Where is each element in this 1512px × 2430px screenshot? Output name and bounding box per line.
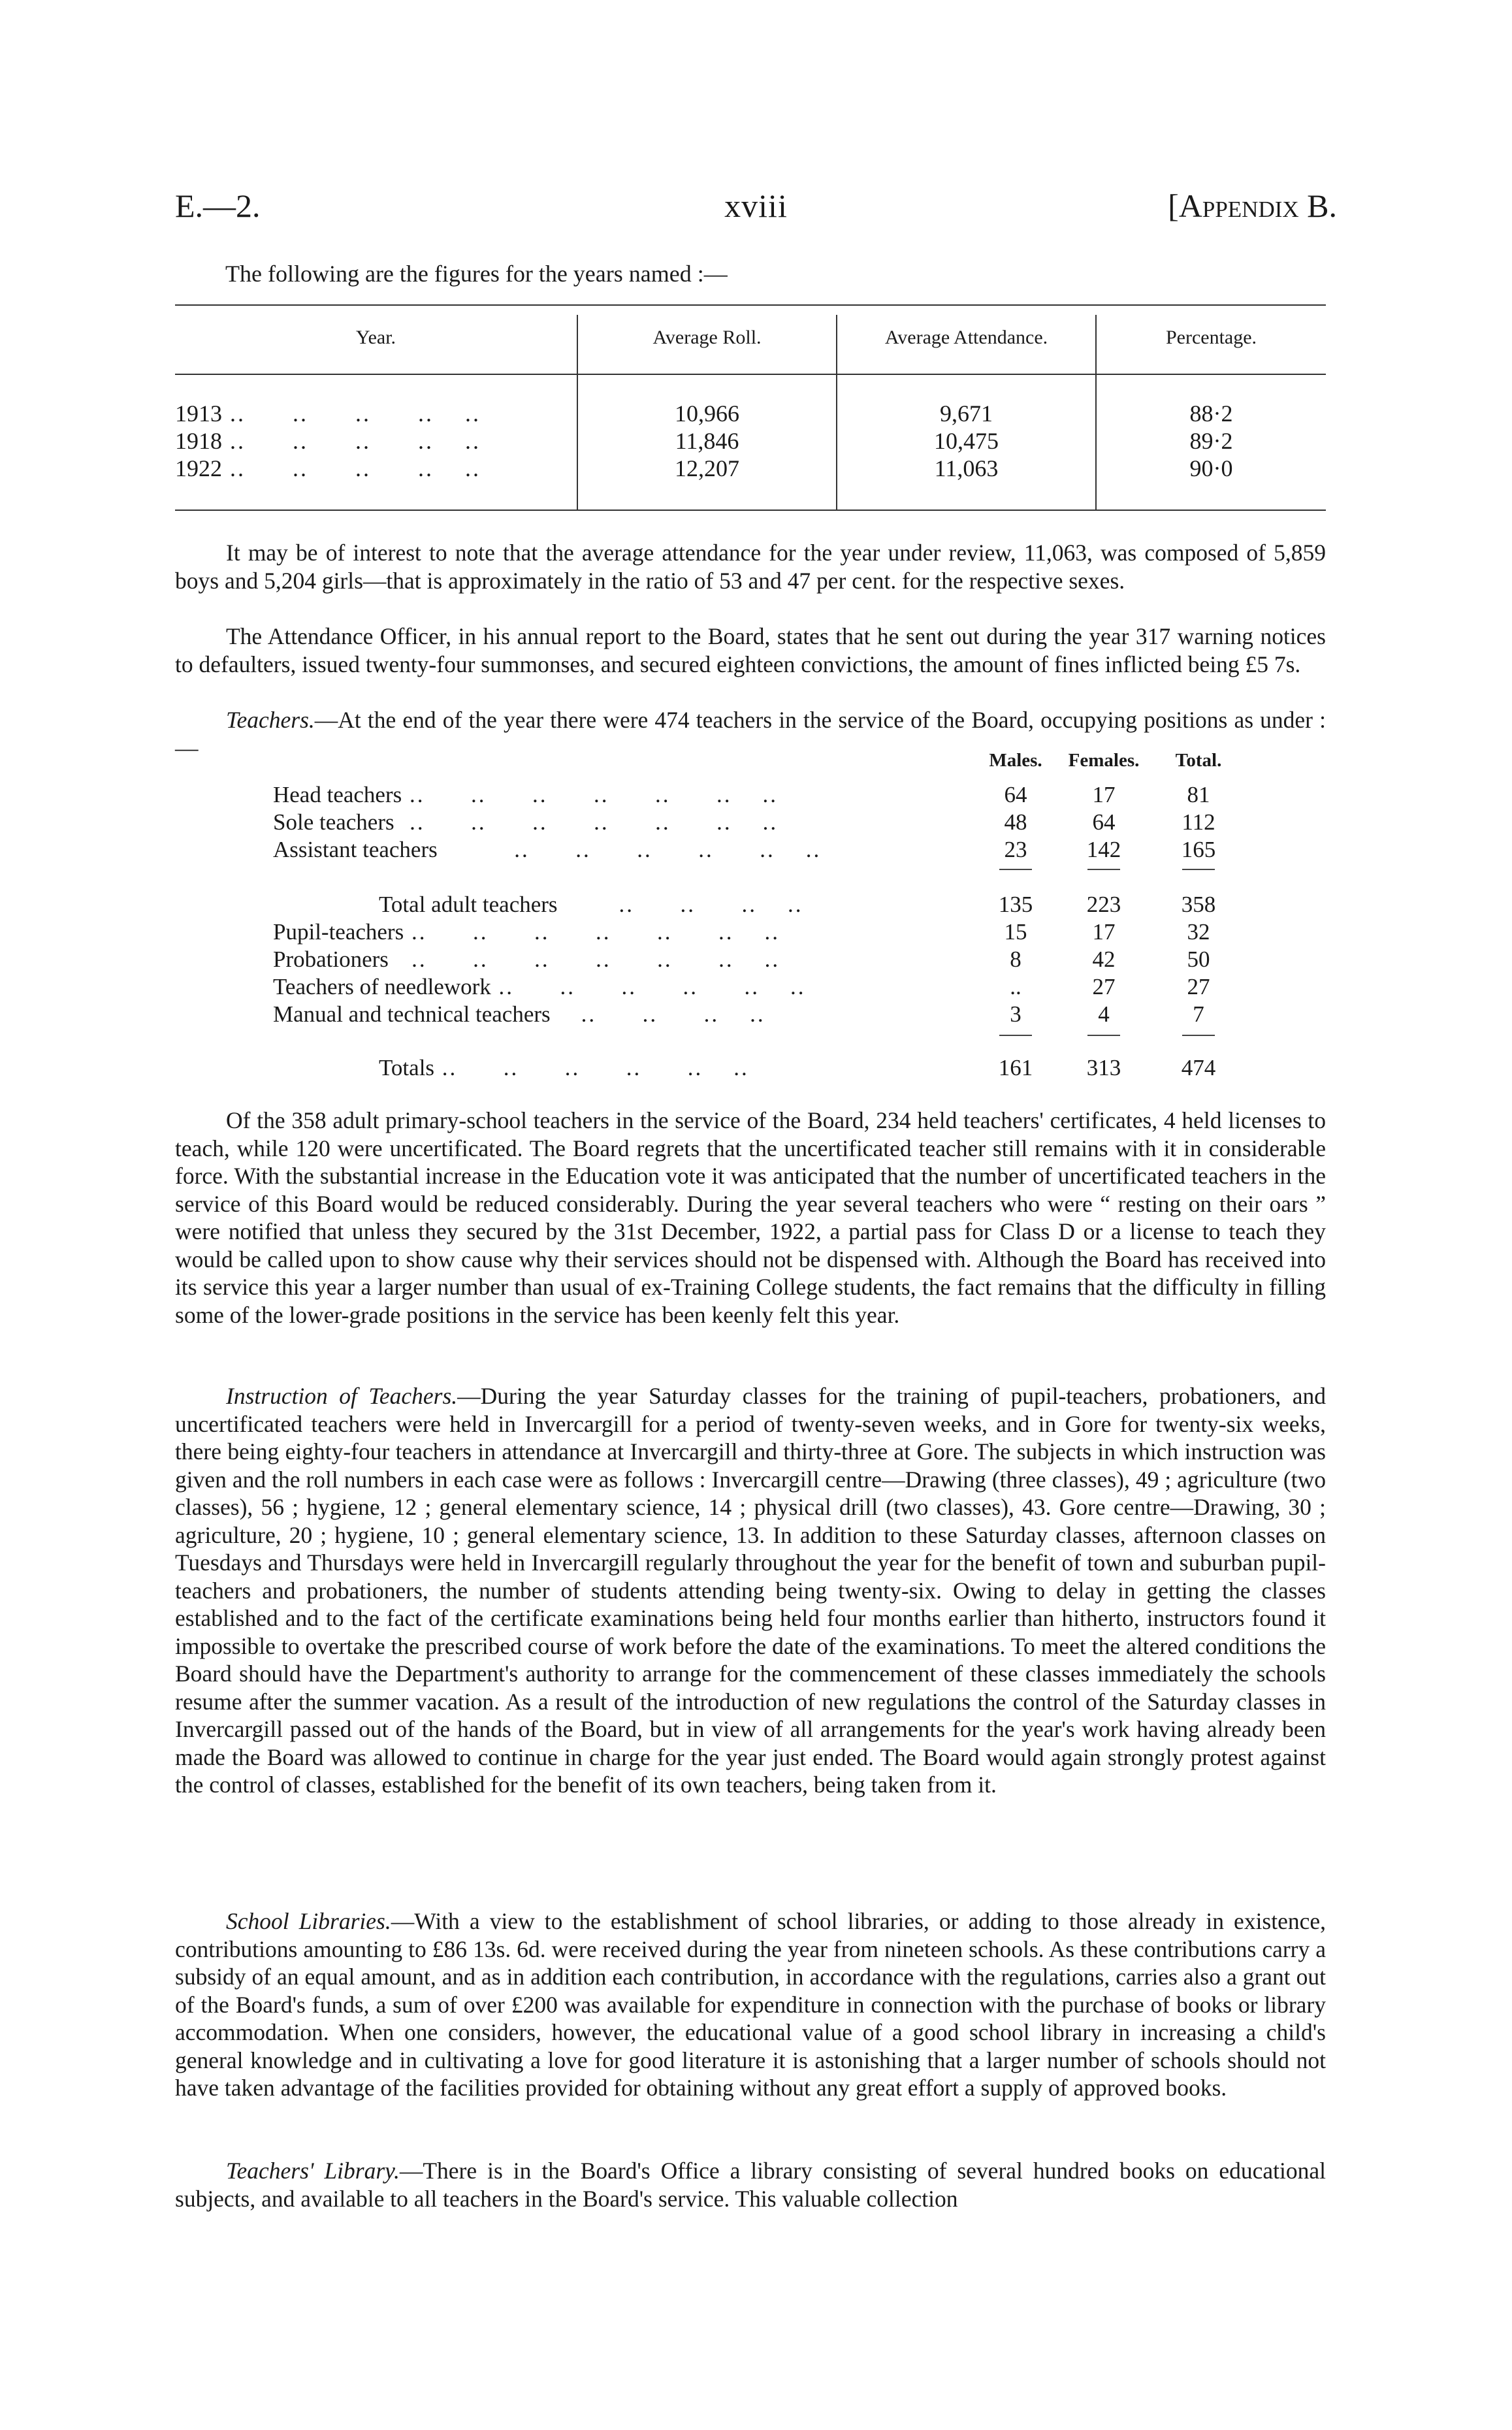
paragraph-certificates: Of the 358 adult primary-school teachers in the service of the Board, 234 held teachers' certificates, 4 held licenses to teach, while 120 were uncertificated. The Board regrets that the uncertificated teacher still remains with it in considerable force. With the substantial increase in the Education vote it was anticipated that the number of uncertificated teachers in the service of this Board would be reduced considerably. During the year several teachers who were “ resting on their oars ” were notified that unless they secured by the 31st December, 1922, a partial pass for Class D or a license to teach they would be called upon to show cause why their services should not be dispensed with. Although the Board has received into its service this year a larger number than usual of ex-Training College students, the fact remains that the difficulty in filling some of the lower-grade positions in the service has been keenly felt this year. (175, 1107, 1326, 1328)
header-average-roll: Average Roll. (652, 327, 762, 348)
year-cell: 1922 (175, 455, 222, 481)
row-label: Sole teachers (273, 809, 394, 835)
year-cell: 1918 (175, 428, 222, 454)
total-cell: 358 (1181, 892, 1216, 917)
percentage-cell: 89·2 (1189, 428, 1233, 454)
paragraph-attendance-officer: The Attendance Officer, in his annual report to the Board, states that he sent out during the year 317 warning notices to defaulters, issued twenty-four summonses, and secured eighteen convictions, the amount of fines inflicted being £5 7s. (175, 623, 1326, 677)
total-cell: 32 (1187, 919, 1210, 945)
percentage-cell: 88·2 (1189, 400, 1233, 427)
leader-dots: .. .. .. .. .. (222, 400, 481, 427)
average-roll-cell: 12,207 (675, 455, 739, 481)
leader-dots: .. .. .. .. .. (222, 428, 481, 454)
teachers-heading: Teachers. (226, 707, 315, 733)
males-cell: 161 (998, 1055, 1033, 1080)
leader-dots: .. .. .. .. .. (222, 455, 481, 481)
paragraph-instruction-of-teachers (175, 1382, 1326, 1799)
year-cell: 1913 (175, 400, 222, 427)
percentage-cell: 90·0 (1189, 455, 1233, 481)
teachers-intro-text: —At the end of the year there were 474 teachers in the service of the Board, occupying positions as under :— (175, 707, 1326, 761)
total-cell: 81 (1187, 782, 1210, 807)
leader-dots: .. .. .. .. .. .. (437, 837, 822, 862)
leader-dots: .. .. .. .. .. .. .. (402, 782, 778, 807)
average-roll-cell: 10,966 (675, 400, 739, 427)
page-number: xviii (724, 187, 788, 224)
sum-rule (1087, 1035, 1120, 1036)
sum-rule (1087, 869, 1120, 870)
females-cell: 42 (1092, 947, 1116, 972)
sum-rule (1182, 1035, 1215, 1036)
males-cell: 135 (998, 892, 1033, 917)
total-cell: 165 (1181, 837, 1216, 862)
row-label: Probationers (273, 947, 389, 972)
table-bottom-rule (175, 510, 1326, 511)
row-label: Totals (379, 1055, 435, 1080)
leader-dots: .. .. .. .. .. .. (491, 974, 806, 999)
males-cell: 15 (1004, 919, 1027, 945)
table-top-rule (175, 304, 1326, 306)
teachers-library-heading: Teachers' Library. (226, 2158, 400, 2184)
header-year: Year. (355, 327, 396, 348)
header-total: Total. (1175, 750, 1222, 771)
males-cell: 23 (1004, 837, 1027, 862)
males-cell: 64 (1004, 782, 1027, 807)
figures-intro: The following are the figures for the years named :— (225, 261, 728, 287)
females-cell: 4 (1098, 1001, 1110, 1027)
sum-rule (999, 1035, 1032, 1036)
males-cell: 8 (1010, 947, 1021, 972)
average-attendance-cell: 11,063 (934, 455, 999, 481)
leader-dots: .. .. .. .. .. .. .. (404, 919, 780, 945)
females-cell: 142 (1086, 837, 1121, 862)
row-label: Head teachers (273, 782, 402, 807)
females-cell: 17 (1092, 782, 1116, 807)
page-reference: E.—2. (175, 187, 261, 224)
header-females: Females. (1068, 750, 1140, 771)
sum-rule (999, 869, 1032, 870)
row-label: Pupil-teachers (273, 919, 404, 945)
instruction-heading: Instruction of Teachers. (226, 1383, 458, 1409)
leader-dots: .. .. .. .. .. .. (434, 1055, 749, 1080)
males-cell: .. (1010, 974, 1021, 999)
header-males: Males. (989, 750, 1042, 771)
leader-dots: .. .. .. .. .. .. .. (388, 947, 780, 972)
total-cell: 112 (1182, 809, 1215, 835)
teachers-library-text: —There is in the Board's Office a library consisting of several hundred books on educational subjects, and available to all teachers in the Board's service. This valuable collection (175, 2158, 1327, 2212)
header-percentage: Percentage. (1165, 327, 1257, 348)
libraries-text: —With a view to the establishment of school libraries, or adding to those already in existence, contributions amounting to £86 13s. 6d. were received during the year from nineteen schools. As these contributions carry a subsidy of an equal amount, and as in addition each contribution, in accordance with the regulations, carries also a grant out of the Board's funds, a sum of over £200 was available for expenditure in connection with the purchase of books or library accommodation. When one considers, however, the educational value of a good school library in increasing a child's general knowledge and in cultivating a love for good literature it is astonishing that a larger number of schools should not have taken advantage of the facilities provided for obtaining without any great effort a supply of approved books. (175, 1908, 1327, 2101)
table-header-rule (175, 374, 1326, 375)
paragraph-attendance: It may be of interest to note that the average attendance for the year under review, 11,063, was composed of 5,859 boys and 5,204 girls—that is approximately in the ratio of 53 and 47 per cent. for the respective sexes. (175, 540, 1326, 594)
total-cell: 7 (1193, 1001, 1204, 1027)
sum-rule (1182, 869, 1215, 870)
instruction-text: —During the year Saturday classes for the training of pupil-teachers, probationers, and uncertificated teachers were held in Invercargill for a period of twenty-seven weeks, and in Gore for twenty-six weeks, there being eighty-four teachers in attendance at Invercargill and thirty-three at Gore. The subjects in which instruction was given and the roll numbers in each case were as follows : Invercargill centre—Drawing (three classes), 49 ; agriculture (two classes), 56 ; hygiene, 12 ; general elementary science, 14 ; physical drill (two classes), 43. Gore centre—Drawing, 30 ; agriculture, 20 ; hygiene, 10 ; general elementary science, 13. In addition to these Saturday classes, afternoon classes on Tuesdays and Thursdays were held in Invercargill regularly throughout the year for the benefit of town and suburban pupil-teachers and probationers, the number of students attending being twenty-six. Owing to delay in getting the classes established and to the fact of the certificate examinations being held four months earlier than hitherto, instructors found it impossible to overtake the prescribed course of work before the date of the examinations. To meet the altered conditions the Board should have the Department's authority to arrange for the commencement of these classes immediately the schools resume after the summer vacation. As a result of the introduction of new regulations the control of the Saturday classes in Invercargill passed out of the hands of the Board, but in view of all arrangements for the year's work having already been made the Board was allowed to continue in charge for the year just ended. The Board would again strongly protest against the control of classes, established for the benefit of its own teachers, being taken from it. (175, 1383, 1327, 1798)
leader-dots: .. .. .. .. (550, 1001, 765, 1027)
average-attendance-cell: 9,671 (940, 400, 993, 427)
paragraph-teachers-library (175, 2157, 1326, 2212)
leader-dots: .. .. .. .. (557, 892, 803, 917)
libraries-heading: School Libraries. (226, 1908, 391, 1934)
average-attendance-cell: 10,475 (934, 428, 999, 454)
females-cell: 64 (1092, 809, 1116, 835)
leader-dots: .. .. .. .. .. .. .. (394, 809, 779, 835)
row-label: Assistant teachers (273, 837, 438, 862)
total-cell: 50 (1187, 947, 1210, 972)
females-cell: 313 (1086, 1055, 1121, 1080)
paragraph-school-libraries (175, 1907, 1326, 2102)
total-cell: 474 (1181, 1055, 1216, 1080)
females-cell: 17 (1092, 919, 1116, 945)
total-cell: 27 (1187, 974, 1210, 999)
row-label: Manual and technical teachers (273, 1001, 551, 1027)
females-cell: 223 (1086, 892, 1121, 917)
females-cell: 27 (1092, 974, 1116, 999)
appendix-label: [Appendix B. (1168, 187, 1337, 224)
header-average-attendance: Average Attendance. (884, 327, 1048, 348)
row-label: Total adult teachers (379, 892, 558, 917)
males-cell: 3 (1010, 1001, 1021, 1027)
average-roll-cell: 11,846 (675, 428, 739, 454)
paragraph-teachers-intro (175, 706, 1326, 762)
row-label: Teachers of needlework (273, 974, 491, 999)
males-cell: 48 (1004, 809, 1027, 835)
